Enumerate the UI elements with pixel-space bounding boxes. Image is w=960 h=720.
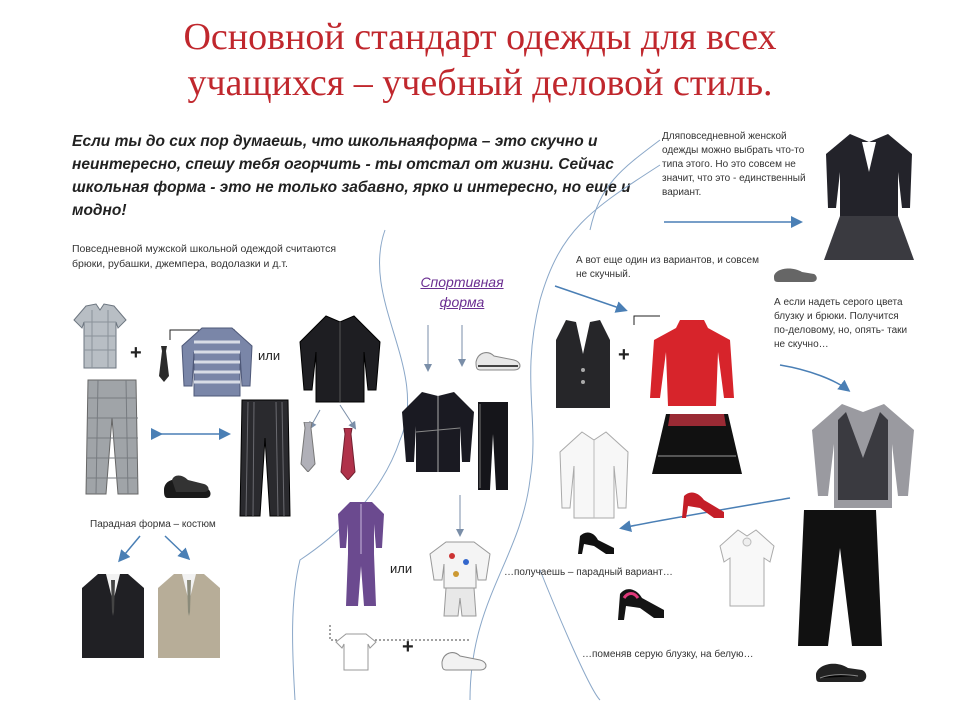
arrow-parade-right (165, 536, 188, 558)
arrow-shirt-tie (340, 405, 355, 428)
divider-curve-top (590, 140, 660, 230)
black-suit-image (80, 572, 146, 658)
parade-note-2: …получаешь – парадный вариант… (504, 567, 673, 578)
sport-title-line-2: форма (439, 294, 485, 310)
plaid-skirt-image (650, 412, 744, 476)
tie-image-3 (340, 428, 356, 480)
female-note-3: А если надеть серого цвета блузку и брюки. Получится по-деловому, но, опять- таки не скучно… (774, 297, 908, 350)
gray-blouse-vest-image (808, 400, 918, 510)
plus-sign-3: + (402, 636, 414, 658)
flats-image-2 (814, 656, 868, 686)
flats-image-1 (772, 264, 818, 284)
sport-pants-image (476, 400, 510, 492)
red-heels-image (680, 484, 734, 524)
beige-suit-image (156, 572, 222, 658)
patterned-outfit-image (428, 540, 492, 618)
white-tshirt-image (334, 632, 378, 672)
white-blouse-small-image (718, 528, 776, 608)
plus-sign-2: + (618, 344, 630, 366)
sport-title-line-1: Спортивная (420, 274, 504, 290)
white-sneakers-image (440, 644, 490, 674)
plaid-shirt-image (72, 302, 128, 370)
pinstripe-trousers-image (238, 398, 292, 518)
purple-tracksuit-image (336, 500, 386, 608)
black-vest-image (552, 318, 614, 410)
female-note-2: А вот еще один из вариантов, и совсем не скучный. (576, 255, 759, 280)
tie-image-2 (300, 422, 316, 472)
plus-sign-1: + (130, 342, 142, 364)
divider-curve-bottom (540, 570, 600, 700)
sport-jacket-image (400, 388, 476, 474)
intro-text: Если ты до сих пор думаешь, что школьнаяформа – это скучно и неинтересно, спешу тебя огорчить - ты отстал от жизни. Сейчас школьная форма - это не только забавно, ярко и интересно, но еще и модно! (72, 133, 631, 219)
black-trousers-image (796, 508, 884, 648)
pink-heels-image (616, 580, 674, 626)
male-note: Повседневной мужской школьной одеждой считаются брюки, рубашки, джемпера, водолазки и д.т. (72, 243, 337, 270)
title-line-1: Основной стандарт одежды для всех (183, 16, 777, 58)
white-blouse-note: …поменяв серую блузку, на белую… (582, 649, 754, 660)
parade-note: Парадная форма – костюм (90, 519, 216, 530)
black-shoes-image (162, 470, 214, 502)
black-heels-image (576, 526, 622, 558)
arrow-female3 (780, 365, 848, 390)
dark-jacket-skirt-image (822, 132, 916, 264)
arrow-female2 (555, 286, 625, 310)
black-shirt-image (296, 312, 384, 404)
female-note-1: Дляповседневной женской одежды можно выбрать что-то типа этого. Но это совсем не значит, что это - единственный вариант. (662, 131, 806, 198)
red-blouse-image (648, 318, 736, 408)
tie-image-1 (158, 346, 170, 382)
plaid-trousers-image (84, 378, 140, 496)
white-blouse-image (556, 430, 632, 520)
sneakers-image (474, 344, 524, 374)
arrow-parade-left (120, 536, 140, 560)
or-label-1: или (258, 348, 281, 363)
sport-title (402, 272, 522, 312)
striped-sweater-image (178, 324, 256, 398)
title-line-2: учащихся – учебный деловой стиль. (187, 62, 773, 104)
or-label-2: или (390, 561, 413, 576)
